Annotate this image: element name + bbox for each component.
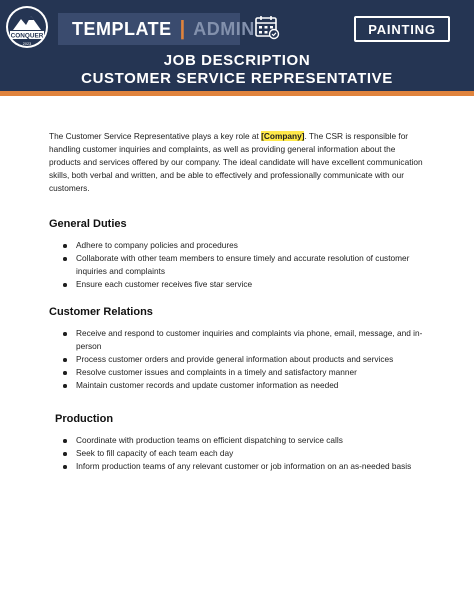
list-item: Collaborate with other team members to ensure timely and accurate resolution of customer inquiries and complaints [76, 252, 429, 278]
page-title-line1: JOB DESCRIPTION [163, 52, 311, 69]
list-item: Seek to fill capacity of each team each day [76, 447, 429, 460]
intro-paragraph [49, 130, 429, 195]
list-item: Inform production teams of any relevant customer or job information on an as-needed basis [76, 460, 429, 473]
list-item: Coordinate with production teams on efficient dispatching to service calls [76, 434, 429, 447]
header-accent-stripe [0, 91, 474, 96]
section-heading: General Duties [49, 218, 127, 230]
section-heading: Customer Relations [49, 306, 153, 318]
calendar-icon [254, 14, 280, 40]
duties-list [49, 239, 429, 291]
intro-text-before: The Customer Service Representative plays a key role at [49, 131, 262, 141]
brand-template-text: TEMPLATE [72, 18, 172, 39]
intro-text-after: . The CSR is responsible for handling customer inquiries and complaints, as well as providing general information about the products and services offered by our company. The ideal candidate will have excellent communication skills, both verbal and written, and be able to effectively and professionally communicate with our customers. [49, 131, 423, 193]
list-item: Ensure each customer receives five star service [76, 278, 429, 291]
page-title-line2: CUSTOMER SERVICE REPRESENTATIVE [81, 70, 393, 87]
list-item: Resolve customer issues and complaints in a timely and satisfactory manner [76, 366, 429, 379]
intro-section [49, 130, 429, 195]
list-item: Process customer orders and provide general information about products and services [76, 353, 429, 366]
section-general-duties [49, 218, 429, 291]
logo-text: CONQUER [10, 32, 44, 40]
category-badge: PAINTING [354, 16, 450, 42]
brand-bar [58, 13, 255, 45]
header-banner [0, 0, 474, 94]
brand-admin-text: ADMIN [193, 18, 255, 39]
production-list [55, 434, 429, 473]
relations-list [49, 327, 429, 392]
conquer-logo-icon [4, 4, 50, 50]
section-heading: Production [55, 413, 114, 425]
list-item: Maintain customer records and update customer information as needed [76, 379, 429, 392]
brand-separator: | [179, 17, 186, 40]
list-item: Adhere to company policies and procedures [76, 239, 429, 252]
list-item: Receive and respond to customer inquiries and complaints via phone, email, message, and in-person [76, 327, 429, 353]
section-customer-relations [49, 306, 429, 392]
logo-subtext: 2023 [22, 42, 32, 46]
company-placeholder: [Company] [261, 131, 305, 141]
section-production [55, 413, 429, 473]
